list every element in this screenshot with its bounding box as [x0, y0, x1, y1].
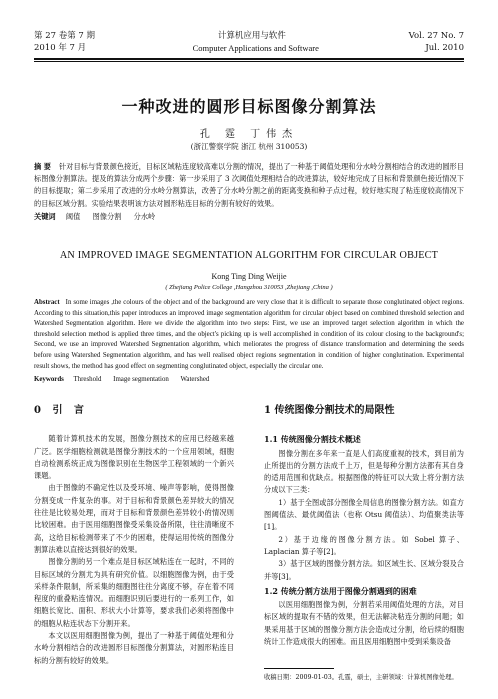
list-item: 3）基于区域的图像分割方法。如区域生长、区域分裂及合并等[3]。 — [264, 559, 464, 581]
section-heading-limitations: 1 传统图像分割技术的局限性 — [264, 405, 395, 416]
header-volume-cn: 第 27 卷第 7 期 — [34, 31, 96, 41]
list-item: 2）基于边缘的图像分割方法。如 Sobel 算子、Laplacian 算子等[2]。 — [264, 534, 464, 556]
header-journal-cn: 计算机应用与软件 — [217, 31, 286, 41]
keyword-en: Threshold — [73, 376, 102, 383]
abstract-cn-label: 摘 要 — [34, 162, 52, 171]
keyword-en: Image segmentation — [113, 376, 169, 383]
abstract-en-label: Abstract — [34, 299, 60, 306]
paper-affiliation-en: ( Zhejiang Police College ,Hangzhou 310053 ,Zhejiang ,China ) — [165, 284, 333, 291]
section-heading-introduction: 0 引 言 — [34, 405, 88, 416]
abstract-en — [34, 298, 464, 372]
paper-authors: 孔 霆 丁伟杰 — [199, 129, 299, 140]
abstract-en-text: In some images ,the colours of the object and of the background are very close that it is difficult to separate those conglutinated object regions. According to this situation,this paper introduces an improved image segmentation algorithm for circular object based on combined threshold selection and Watershed Segmentation algorithm. Here we divide the algorithm into two steps: First, we use an improved target selection algorithm in which the threshold selection method is applied three times, and the object's picking up is well accomplished in condition of its colour closing to the background's; Second, we use an improved Watershed Segmentation algorithm, which meliorates the progress of distance transformation and determining the seeds before using Watershed Segmentation algorithm, and has well realised object regions segmentation in condition of higher conglutination. Experimental result shows, the method has good effect on segmenting conglutinated object, especially the circular one. — [34, 299, 464, 370]
header-volume-en: Vol. 27 No. 7 — [408, 31, 464, 41]
keyword-cn: 阈值 — [65, 212, 81, 221]
body-left-column — [34, 405, 234, 667]
keyword-cn: 图像分割 — [92, 212, 122, 221]
keywords-cn-label: 关键词 — [34, 212, 56, 221]
footnote: 收稿日期：2009-01-03。孔霆，硕士，主研领域：计算机图像处理。 — [264, 674, 458, 681]
paper-affiliation: (浙江警察学院 浙江 杭州 310053) — [190, 142, 308, 151]
keyword-en: Watershed — [180, 376, 210, 383]
abstract-cn-text: 针对目标与背景颜色接近，目标区域粘连度较高难以分割的情况，提出了一种基于阈值处理和分水岭分割相结合的改进的圆形目标图像分割算法。提及的算法分成两个步骤：第一步采用了 3 次阈值处理相结合的改进算法，较好地完成了目标和背景颜色接近情况下的目标提取；第二步采用了改进的分水岭分割算法，改善了分水岭分割之前的距离变换和种子点过程，较好地实现了粘连度较高情况下的目标区域分割。实验结果表明该方法对圆形粘连目标的分割有较好的效果。 — [34, 162, 464, 208]
header-rule — [34, 58, 464, 60]
paper-authors-en: Kong Ting Ding Weijie — [211, 272, 287, 281]
keywords-cn — [34, 212, 464, 222]
journal-header — [34, 30, 464, 54]
header-date-en: Jul. 2010 — [425, 43, 464, 53]
body-right-column — [264, 405, 464, 648]
paper-title: 一种改进的圆形目标图像分割算法 — [121, 97, 377, 116]
footnote-rule — [264, 668, 334, 669]
abstract-cn — [34, 161, 464, 210]
body-paragraph: 随着计算机技术的发展，图像分割技术的应用已经越来越广泛。医学细胞检测就是图像分割技术的一个应用领域，细胞自动检测系统正成为图像识别在生物医学工程领域的一个新兴课题。 — [34, 434, 234, 481]
keyword-cn: 分水岭 — [133, 212, 156, 221]
body-paragraph: 由于图像的不确定性以及受环境、噪声等影响，使得图像分割变成一件复杂的事。对于目标和背景颜色差异较大的情况往往是比较易处理，而对于目标和背景颜色差异较小的情况则比较困难。由于医用细胞图像受采集设备所限，往往清晰度不高，这给目标检测带来了不少的困难，使得运用传统的图像分割算法难以直接达到很好的效果。 — [34, 483, 234, 554]
body-paragraph: 图像分割在多年来一直是人们高度重视的技术，到目前为止所提出的分割方法成千上万，但是每种分割方法都有其自身的适用范围和优缺点。根据图像的特征可以大致上将分割方法分成以下三类： — [264, 448, 464, 495]
paper-title-en: AN IMPROVED IMAGE SEGMENTATION ALGORITHM FOR CIRCULAR OBJECT — [59, 250, 439, 261]
header-rule-thin — [34, 61, 464, 62]
body-paragraph: 图像分割的另一个难点是目标区域粘连在一起时，不同的目标区域的分割尤为具有研究价值。以细胞图像为例，由于受采样条件限制，所采集的细胞图往往分离度不够，存在着不同程度的重叠粘连情况。而细胞识别后要进行的一系列工作，如细胞长宽比、面积、形状大小计算等，要求我们必须将图像中的细胞从粘连状态下分割开来。 — [34, 557, 234, 628]
header-date-cn: 2010 年 7 月 — [34, 43, 87, 53]
subsection-heading-difficulties: 1.2 传统分割方法用于图像分割遇到的困难 — [264, 585, 417, 596]
subsection-heading-overview: 1.1 传统图像分割技术概述 — [264, 434, 361, 445]
list-item: 1）基于全图或部分图像全局信息的图像分割方法。如直方图阈值法、最优阈值法（也称 Otsu 阈值法）、均值聚类法等[1]。 — [264, 497, 464, 532]
keywords-en — [34, 376, 464, 383]
body-paragraph: 本文以医用细胞图像为例，提出了一种基于阈值处理和分水岭分割相结合的改进圆形目标图像分割算法，对圆形粘连目标的分割有较好的效果。 — [34, 631, 234, 665]
header-journal-en: Computer Applications and Software — [192, 43, 319, 53]
keywords-en-label: Keywords — [34, 376, 64, 383]
body-paragraph: 以医用细胞图像为例，分割若采用阈值处理的方法，对目标区域的提取有不错的效果，但无法解决粘连分割的问题；如果采用基于区域的图像分割方法会造成过分割，给后续的细胞统计工作造成很大的困难。而且医用细胞图中受到采集设备 — [264, 600, 464, 647]
